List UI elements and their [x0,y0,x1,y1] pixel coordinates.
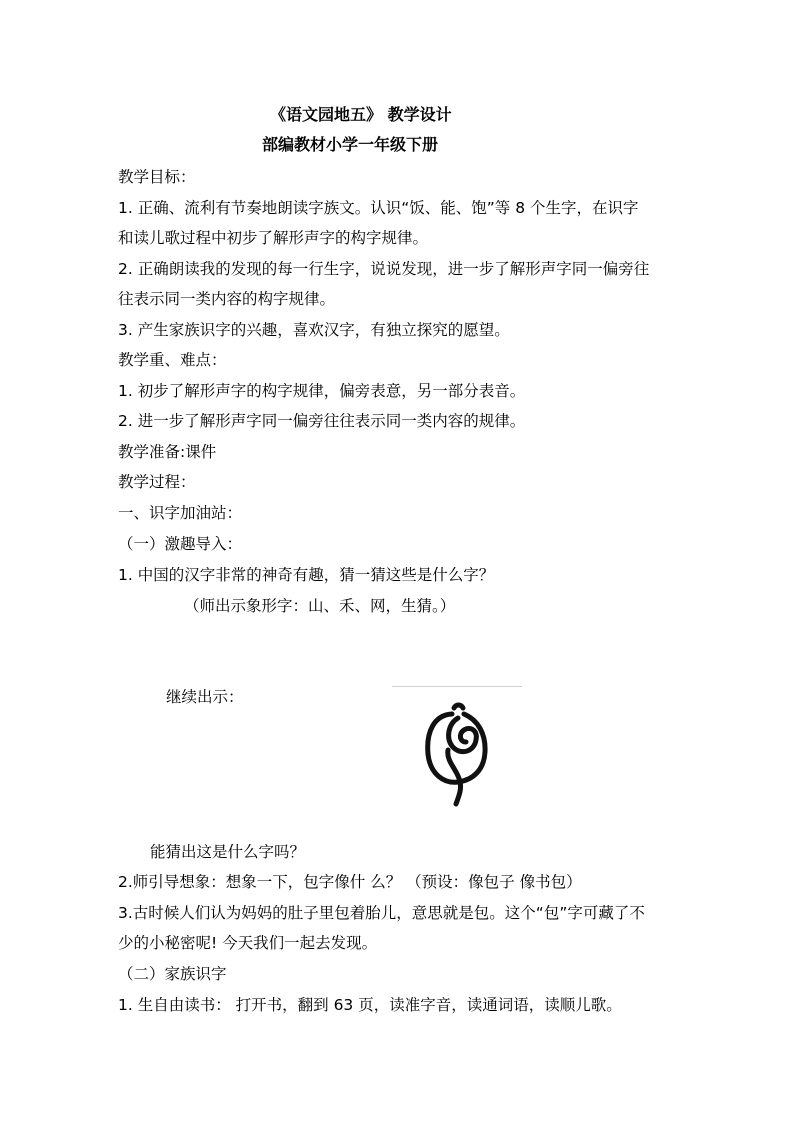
keypoint-1: 1. 初步了解形声字的构字规律，偏旁表意，另一部分表音。 [118,382,526,400]
title: 《语文园地五》 教学设计 [270,105,452,124]
process-heading: 教学过程： [118,473,196,491]
objective-2-line-1: 2. 正确朗读我的发现的每一行生字，说说发现，进一步了解形声字同一偏旁往 [118,260,650,278]
section-1-heading: 一、识字加油站： [118,504,243,522]
objective-1-line-1: 1. 正确、流利有节奏地朗读字族文。认识“饭、能、饱”等 8 个生字，在识字 [118,199,639,217]
step-1: 1. 中国的汉字非常的神奇有趣，猜一猜这些是什么字？ [118,566,495,584]
subtitle: 部编教材小学一年级下册 [262,135,439,154]
step-3-line-1: 3.古时候人们认为妈妈的肚子里包着胎儿，意思就是包。这个“包”字可藏了不 [118,904,645,922]
continue-show-label: 继续出示： [166,688,244,706]
guess-question: 能猜出这是什么字吗？ [150,843,306,861]
step-1-note: （师出示象形字：山、禾、网，生猜。） [184,597,456,615]
step-2: 2.师引导想象：想象一下，包字像什 么？ （预设：像包子 像书包） [118,873,582,891]
keypoint-2: 2. 进一步了解形声字同一偏旁往往表示同一类内容的规律。 [118,412,526,430]
step-4: 1. 生自由读书： 打开书，翻到 63 页，读准字音，读通词语，读顺儿歌。 [118,996,622,1014]
figure-top-rule [392,686,522,687]
keypoints-heading: 教学重、难点： [118,351,227,369]
objective-1-line-2: 和读儿歌过程中初步了解形声字的构字规律。 [118,229,429,247]
ancient-bao-character-icon [418,700,498,808]
objectives-heading: 教学目标： [118,168,196,186]
subsection-1-heading: （一）激趣导入： [118,535,243,553]
step-3-line-2: 少的小秘密呢! 今天我们一起去发现。 [118,934,378,952]
subsection-2-heading: （二）家族识字 [118,965,227,983]
objective-2-line-2: 往表示同一类内容的构字规律。 [118,290,336,308]
objective-3: 3. 产生家族识字的兴趣，喜欢汉字，有独立探究的愿望。 [118,321,510,339]
preparation: 教学准备:课件 [118,443,217,461]
